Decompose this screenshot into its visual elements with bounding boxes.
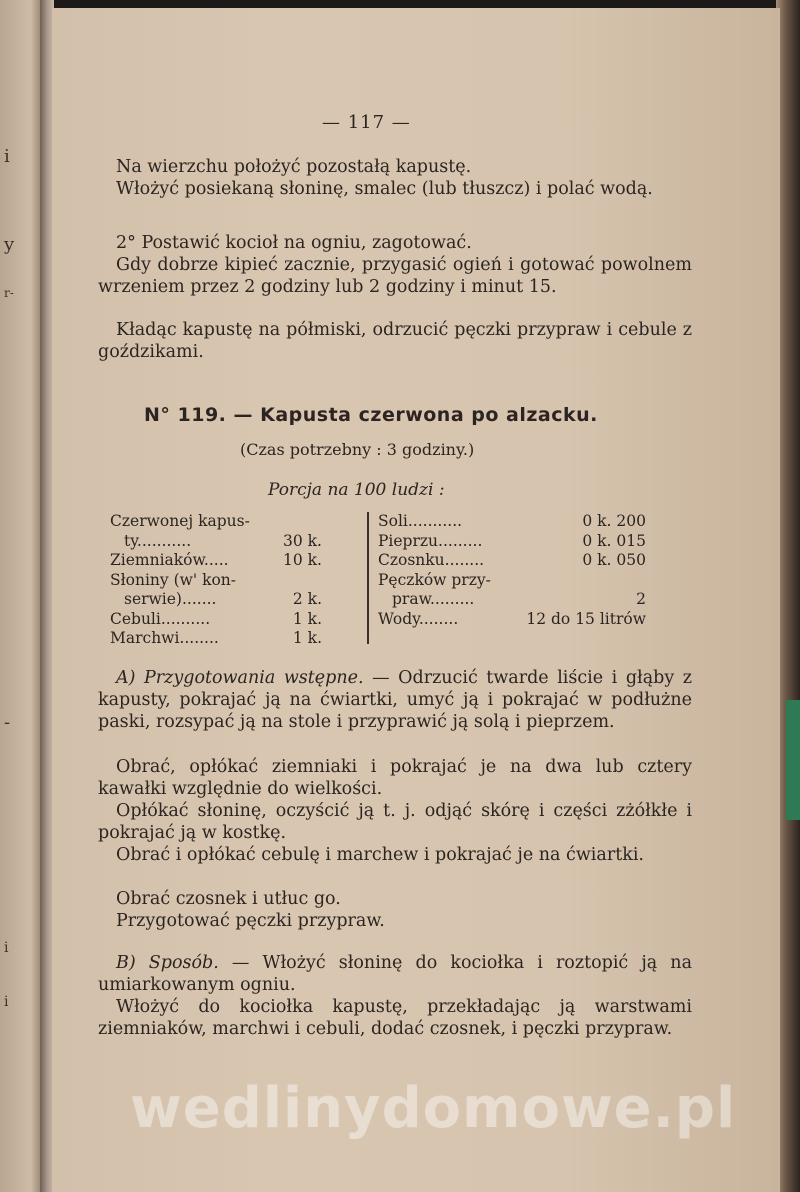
section-a-line: Obrać czosnek i utłuc go. (116, 889, 341, 909)
ingredient-row: Pęczków przy- (378, 570, 491, 589)
section-a-line: Opłókać słoninę, oczyścić ją t. j. odjąć skórę i części zżółkłe i pokrajać ją w kostkę. (98, 801, 692, 843)
intro-line: Kładąc kapustę na półmiski, odrzucić pęczki przypraw i cebule z goździkami. (98, 320, 692, 362)
ingredients-left-column (110, 512, 322, 649)
facing-page-edge (0, 0, 44, 1192)
section-a-text: — Odrzucić twarde liście i głąby z kapusty, pokrajać ją na ćwiartki, umyć ją i pokrajać w podłużne paski, rozsypać ją na stole i przyprawić ją solą i pieprzem. (98, 668, 692, 732)
portion-heading: Porcja na 100 ludzi : (268, 480, 445, 500)
intro-line: Na wierzchu położyć pozostałą kapustę. (116, 157, 472, 177)
ingredient-row: praw......... 2 (392, 590, 646, 608)
ingredient-row: Czosnku........ 0 k. 050 (378, 551, 646, 569)
edge-glyph: i (4, 994, 9, 1010)
recipe-title: N° 119. — Kapusta czerwona po alzacku. (144, 404, 598, 426)
section-a-line: Obrać, opłókać ziemniaki i pokrajać je na dwa lub cztery kawałki względnie do wielkości. (98, 757, 692, 799)
section-b-line: Włożyć do kociołka kapustę, przekładając ją warstwami ziemniaków, marchwi i cebuli, dodać czosnek, i pęczki przypraw. (98, 997, 692, 1039)
section-a-line: Obrać i opłókać cebulę i marchew i pokrajać je na ćwiartki. (116, 845, 644, 865)
page-number: — 117 — (322, 112, 411, 133)
edge-glyph: i (4, 146, 10, 167)
ingredient-row: Soli........... 0 k. 200 (378, 512, 646, 530)
book-page (52, 8, 780, 1192)
time-note: (Czas potrzebny : 3 godziny.) (240, 440, 475, 459)
edge-glyph: i (4, 940, 9, 956)
intro-line: Gdy dobrze kipieć zacznie, przygasić ogień i gotować powolnem wrzeniem przez 2 godziny lub 2 godziny i minut 15. (98, 255, 692, 297)
ingredients-right-column (378, 512, 646, 629)
edge-glyph: - (4, 712, 11, 733)
ingredient-row: Czerwonej kapus- (110, 512, 250, 530)
intro-line: Włożyć posiekaną słoninę, smalec (lub tłuszcz) i polać wodą. (116, 179, 653, 199)
edge-glyph: y (4, 234, 15, 255)
ingredient-row: ty........... 30 k. (124, 531, 322, 550)
ingredient-row: Marchwi........ 1 k. (110, 629, 322, 647)
section-a-label: A) Przygotowania wstępne. (116, 668, 364, 688)
section-b-paragraph (98, 952, 692, 996)
section-a-paragraph (98, 667, 692, 733)
section-b-text: — Włożyć słoninę do kociołka i roztopić ją na umiarkowanym ogniu. (98, 953, 692, 995)
section-a-line: Przygotować pęczki przypraw. (116, 911, 385, 931)
ingredient-row: Pieprzu......... 0 k. 015 (378, 531, 646, 550)
ingredient-row: serwie)....... 2 k. (124, 590, 322, 608)
ingredient-row: Wody........ 12 do 15 litrów (378, 609, 646, 628)
ingredient-row: Cebuli.......... 1 k. (110, 609, 322, 628)
ingredient-row: Ziemniaków..... 10 k. (110, 551, 322, 569)
section-b-label: B) Sposób. (116, 953, 219, 973)
watermark: wedlinydomowe.pl (130, 1076, 737, 1141)
intro-line: 2° Postawić kocioł na ogniu, zagotować. (116, 233, 472, 253)
column-divider (367, 512, 369, 644)
ingredient-row: Słoniny (w' kon- (110, 570, 237, 589)
green-bookmark (786, 700, 800, 820)
edge-glyph: r- (4, 286, 14, 300)
